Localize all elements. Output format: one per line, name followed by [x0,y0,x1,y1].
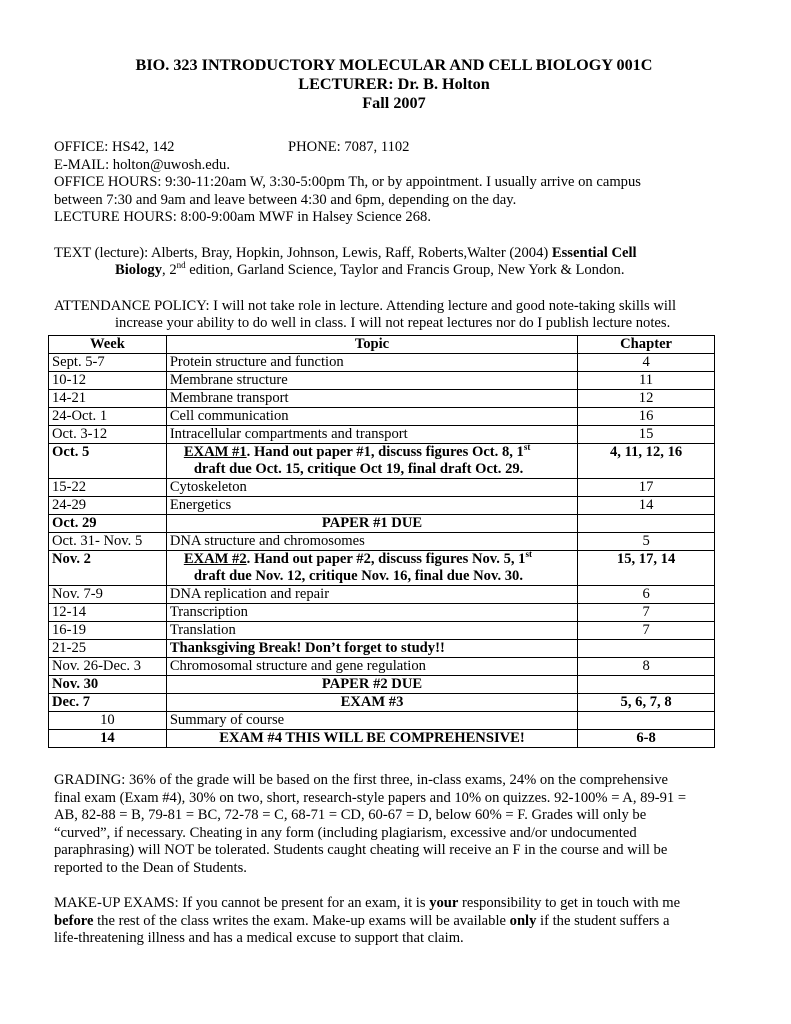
table-row [49,533,715,551]
makeup-emphasis: before [54,912,94,929]
table-row [49,640,715,658]
week-cell: Oct. 3-12 [49,426,167,444]
week-cell: 12-14 [49,604,167,622]
topic-cell: PAPER #1 DUE [166,515,577,533]
textbook-authors: TEXT (lecture): Alberts, Bray, Hopkin, Johnson, Lewis, Raff, Roberts,Walter (2004) [54,244,552,261]
chapter-cell: 5, 6, 7, 8 [578,694,715,712]
topic-cell: Intracellular compartments and transport [166,426,577,444]
week-cell: 21-25 [49,640,167,658]
lecture-hours: LECTURE HOURS: 8:00-9:00am MWF in Halsey Science 268. [54,209,431,225]
chapter-cell: 14 [578,497,715,515]
table-row [49,497,715,515]
phone-info: PHONE: 7087, 1102 [288,139,410,155]
makeup-emphasis: your [429,895,459,911]
office-info: OFFICE: HS42, 142 [54,139,175,155]
week-cell: Sept. 5-7 [49,354,167,372]
week-cell: Dec. 7 [49,694,167,712]
topic-cell: PAPER #2 DUE [166,676,577,694]
chapter-cell [578,640,715,658]
textbook-title-2: Biology [115,262,163,278]
table-row [49,372,715,390]
makeup-line-3: life-threatening illness and has a medical excuse to support that claim. [54,930,464,946]
topic-cell: Transcription [166,604,577,622]
table-row [49,426,715,444]
attendance-line-1: ATTENDANCE POLICY: I will not take role in lecture. Attending lecture and good note-taking skills will [54,297,677,314]
week-cell: 14 [49,730,167,748]
email-info: E-MAIL: holton@uwosh.edu. [54,156,230,173]
topic-cell: Membrane transport [166,390,577,408]
table-row [49,515,715,533]
edition-pre: , 2 [162,262,177,278]
table-row [49,658,715,676]
chapter-cell: 16 [578,408,715,426]
chapter-cell: 12 [578,390,715,408]
schedule-header-row [49,336,715,354]
table-row-exam-2 [49,551,715,586]
topic-cell [166,551,577,586]
exam-2-label: EXAM #2 [183,551,247,567]
topic-cell: Cytoskeleton [166,479,577,497]
table-row [49,694,715,712]
makeup-policy [54,895,734,948]
topic-cell: DNA replication and repair [166,586,577,604]
topic-cell: Translation [166,622,577,640]
term-line: Fall 2007 [362,94,426,112]
table-row [49,479,715,497]
exam-2-text: . Hand out paper #2, discuss figures Nov. 5, 1 [246,551,526,567]
chapter-cell [578,515,715,533]
week-cell: 10 [49,712,167,730]
table-row [49,390,715,408]
makeup-line-1 [54,895,734,913]
chapter-cell: 4 [578,354,715,372]
exam-2-text-2: draft due Nov. 12, critique Nov. 16, final due Nov. 30. [193,568,523,584]
topic-cell: DNA structure and chromosomes [166,533,577,551]
chapter-cell: 11 [578,372,715,390]
lecturer-line: LECTURER: Dr. B. Holton [298,75,490,93]
week-cell: Oct. 5 [49,444,167,479]
grading-line: AB, 82-88 = B, 79-81 = BC, 72-78 = C, 68-71 = CD, 60-67 = D, below 60% = F. Grades will only be [54,807,647,823]
makeup-text: the rest of the class writes the exam. Make-up exams will be available [93,912,510,929]
makeup-text: if the student suffers a [536,912,670,929]
textbook-info [54,245,734,280]
exam-1-label: EXAM #1 [183,444,247,460]
table-row [49,712,715,730]
exam-1-text-2: draft due Oct. 15, critique Oct 19, final draft Oct. 29. [193,461,524,477]
chapter-cell: 6 [578,586,715,604]
header-chapter: Chapter [578,336,715,354]
chapter-cell: 7 [578,622,715,640]
week-cell: Nov. 2 [49,551,167,586]
textbook-title-1: Essential Cell [551,244,637,261]
header-week: Week [49,336,167,354]
makeup-text: responsibility to get in touch with me [458,895,681,911]
chapter-cell: 6-8 [578,730,715,748]
grading-line: final exam (Exam #4), 30% on two, short, research-style papers and 10% on quizzes. 92-100% = A, 89-91 = [54,789,687,806]
table-row [49,354,715,372]
office-phone-line [54,139,734,157]
topic-cell: Energetics [166,497,577,515]
exam-1-sup: st [523,442,531,452]
attendance-line-2: increase your ability to do well in class. I will not repeat lectures nor do I publish lecture notes. [115,315,671,331]
table-row [49,622,715,640]
grading-line: paraphrasing) will NOT be tolerated. Students caught cheating will receive an F in the course and will be [54,842,668,858]
header-topic: Topic [166,336,577,354]
week-cell: Nov. 7-9 [49,586,167,604]
syllabus-page [54,56,734,333]
table-row [49,586,715,604]
topic-cell: Membrane structure [166,372,577,390]
week-cell: 24-29 [49,497,167,515]
chapter-cell: 15, 17, 14 [578,551,715,586]
chapter-cell: 8 [578,658,715,676]
grading-line: reported to the Dean of Students. [54,859,247,876]
week-cell: 24-Oct. 1 [49,408,167,426]
makeup-line-2 [54,913,734,931]
schedule-table [48,335,715,748]
week-cell: 16-19 [49,622,167,640]
edition-post: edition, Garland Science, Taylor and Francis Group, New York & London. [185,262,625,278]
topic-cell: Cell communication [166,408,577,426]
topic-cell: EXAM #4 THIS WILL BE COMPREHENSIVE! [166,730,577,748]
week-cell: 10-12 [49,372,167,390]
table-row-exam-1 [49,444,715,479]
week-cell: 14-21 [49,390,167,408]
attendance-policy [54,298,734,333]
exam-1-text: . Hand out paper #1, discuss figures Oct. 8, 1 [246,444,524,460]
week-cell: Nov. 30 [49,676,167,694]
table-row [49,676,715,694]
makeup-text: MAKE-UP EXAMS: If you cannot be present for an exam, it is [54,895,430,911]
topic-cell [166,444,577,479]
chapter-cell: 5 [578,533,715,551]
chapter-cell: 7 [578,604,715,622]
table-row [49,408,715,426]
week-cell: 15-22 [49,479,167,497]
topic-cell: EXAM #3 [166,694,577,712]
topic-cell: Protein structure and function [166,354,577,372]
policies-section [54,772,734,948]
topic-cell: Thanksgiving Break! Don’t forget to study!! [166,640,577,658]
chapter-cell [578,676,715,694]
exam-2-sup: st [525,549,532,559]
grading-line: GRADING: 36% of the grade will be based on the first three, in-class exams, 24% on the comprehensive [54,772,668,788]
week-cell: Oct. 31- Nov. 5 [49,533,167,551]
topic-cell: Chromosomal structure and gene regulation [166,658,577,676]
week-cell: Oct. 29 [49,515,167,533]
office-hours-line-1: OFFICE HOURS: 9:30-11:20am W, 3:30-5:00pm Th, or by appointment. I usually arrive on campus [54,174,641,190]
week-cell: Nov. 26-Dec. 3 [49,658,167,676]
chapter-cell: 17 [578,479,715,497]
chapter-cell: 15 [578,426,715,444]
table-row [49,604,715,622]
office-hours-line-2: between 7:30 and 9am and leave between 4:30 and 6pm, depending on the day. [54,191,517,208]
grading-policy [54,772,734,877]
table-row [49,730,715,748]
course-title: BIO. 323 INTRODUCTORY MOLECULAR AND CELL BIOLOGY 001C [135,56,653,74]
chapter-cell [578,712,715,730]
makeup-emphasis: only [509,912,537,929]
grading-line: “curved”, if necessary. Cheating in any form (including plagiarism, excessive and/or undocumented [54,824,637,841]
chapter-cell: 4, 11, 12, 16 [578,444,715,479]
topic-cell: Summary of course [166,712,577,730]
edition-sup: nd [176,260,186,270]
